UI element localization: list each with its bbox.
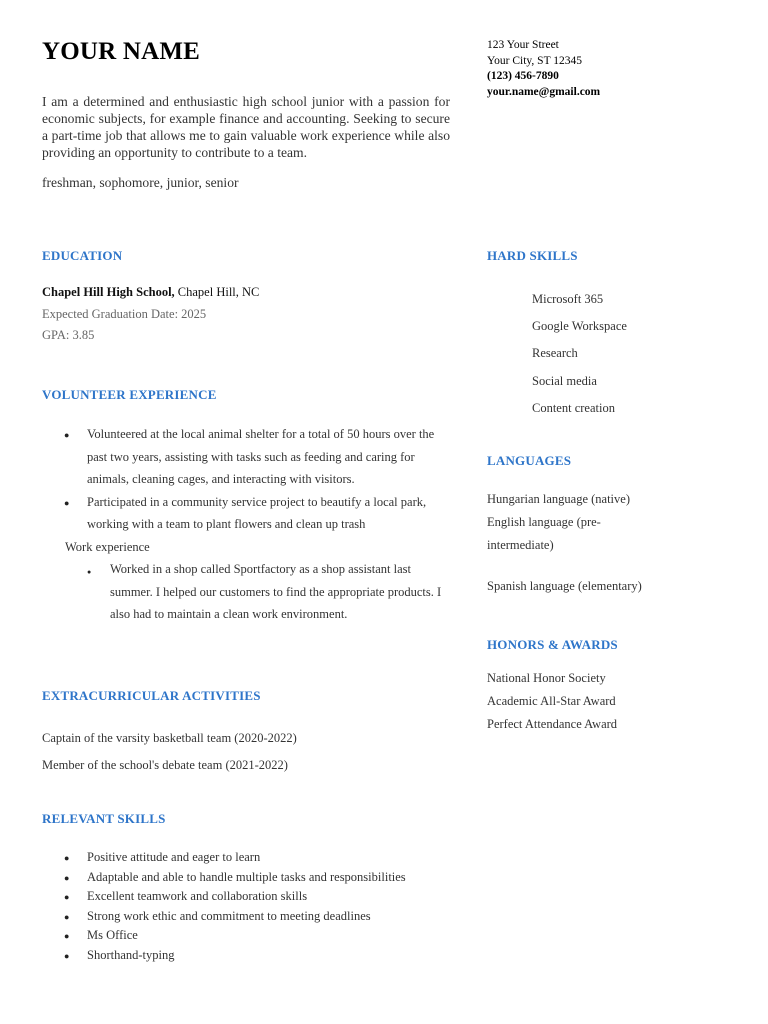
resume-name: YOUR NAME xyxy=(42,38,201,65)
list-item: Academic All-Star Award xyxy=(487,693,616,708)
education-heading: EDUCATION xyxy=(42,248,123,263)
languages-list xyxy=(487,488,642,598)
list-item: ● Excellent teamwork and collaboration skills xyxy=(42,887,462,907)
list-item: National Honor Society xyxy=(487,671,606,685)
grades-line: freshman, sophomore, junior, senior xyxy=(42,175,239,190)
list-item: ● Strong work ethic and commitment to meeting deadlines xyxy=(42,907,462,927)
relevant-skills-heading: RELEVANT SKILLS xyxy=(42,811,166,826)
contact-city: Your City, ST 12345 xyxy=(487,54,583,67)
honors-list xyxy=(487,667,617,735)
contact-street: 123 Your Street xyxy=(487,39,559,51)
list-item: Captain of the varsity basketball team (2020-2022) xyxy=(42,731,297,745)
list-item: Social media xyxy=(532,373,597,388)
work-experience-label: Work experience xyxy=(65,539,150,554)
list-item: Hungarian language (native) xyxy=(487,492,630,506)
school-name: Chapel Hill High School, xyxy=(42,285,175,299)
list-item: Microsoft 365 xyxy=(532,292,604,306)
list-item: ● Volunteered at the local animal shelter for a total of 50 hours over the past two years, assisting with tasks such as feeding and caring for animals, cleaning cages, and interacting with visitors. xyxy=(42,423,447,491)
gpa: GPA: 3.85 xyxy=(42,328,95,342)
languages-heading: LANGUAGES xyxy=(487,453,572,468)
contact-email: your.name@gmail.com xyxy=(487,85,601,98)
list-item: ● Participated in a community service project to beautify a local park, working with a team to plant flowers and clean up trash xyxy=(42,491,447,536)
volunteer-list xyxy=(42,423,447,536)
summary-paragraph: I am a determined and enthusiastic high school junior with a passion for economic subjects, for example finance and accounting. Seeking to secure a part-time job that allows me to gain valuable work experience while also providing an opportunity to contribute to a team. xyxy=(42,94,450,160)
extracurricular-list xyxy=(42,725,297,779)
hard-skills-list xyxy=(532,286,627,422)
education-school-line xyxy=(42,285,259,300)
list-item: English language (pre-intermediate) xyxy=(487,514,601,552)
hard-skills-heading: HARD SKILLS xyxy=(487,248,578,263)
list-item: Research xyxy=(532,346,578,361)
relevant-skills-section xyxy=(42,848,462,965)
work-list xyxy=(42,558,447,626)
list-item: Content creation xyxy=(532,400,615,415)
graduation-date: Expected Graduation Date: 2025 xyxy=(42,307,207,321)
list-item: ● Ms Office xyxy=(42,926,462,946)
list-item: Spanish language (elementary) xyxy=(487,579,642,594)
list-item: ● Shorthand-typing xyxy=(42,946,462,966)
list-item: ● Adaptable and able to handle multiple tasks and responsibilities xyxy=(42,868,462,888)
relevant-skills-list xyxy=(42,848,462,965)
extracurricular-heading: EXTRACURRICULAR ACTIVITIES xyxy=(42,688,261,703)
list-item: ● Positive attitude and eager to learn xyxy=(42,848,462,868)
list-item: ● Worked in a shop called Sportfactory as a shop assistant last summer. I helped our customers to find the appropriate products. I also had to maintain a clean work environment. xyxy=(42,558,447,626)
list-item: Member of the school's debate team (2021-2022) xyxy=(42,758,288,772)
contact-block xyxy=(487,38,600,100)
volunteer-heading: VOLUNTEER EXPERIENCE xyxy=(42,387,217,402)
list-item: Google Workspace xyxy=(532,319,627,334)
honors-heading: HONORS & AWARDS xyxy=(487,637,618,652)
volunteer-section xyxy=(42,423,447,626)
contact-phone: (123) 456-7890 xyxy=(487,70,559,82)
school-location: Chapel Hill, NC xyxy=(174,285,260,299)
list-item: Perfect Attendance Award xyxy=(487,716,618,731)
